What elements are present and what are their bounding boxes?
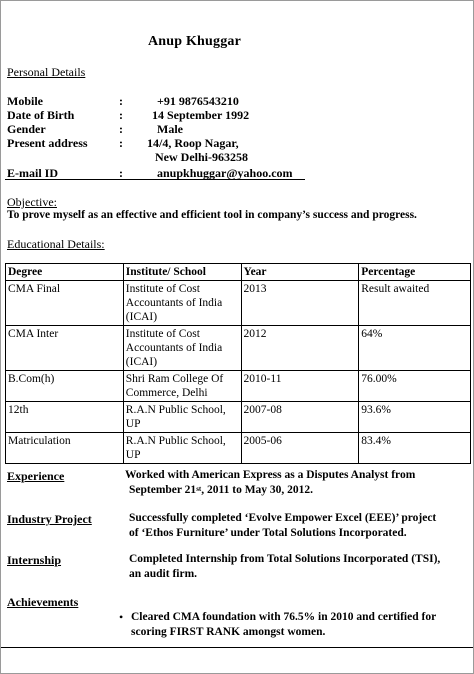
- table-row: [6, 402, 471, 433]
- gender-value: Male: [157, 122, 183, 136]
- colon: :: [119, 166, 123, 180]
- education-table: [5, 263, 471, 464]
- colon: :: [119, 108, 123, 122]
- industry-project-title: Industry Project: [7, 512, 92, 526]
- colon: :: [119, 122, 123, 136]
- experience-line2: [129, 483, 313, 498]
- personal-details-heading: Personal Details: [7, 65, 86, 79]
- achievement-line2: scoring FIRST RANK amongst women.: [131, 626, 326, 638]
- email-value: anupkhuggar@yahoo.com: [157, 166, 293, 180]
- internship-line2: an audit firm.: [129, 568, 198, 580]
- email-label: E-mail ID: [7, 166, 58, 180]
- mobile-label: Mobile: [7, 94, 43, 108]
- degree-cell: CMA Final: [6, 281, 124, 326]
- experience-title: Experience: [7, 469, 65, 483]
- address-line1: 14/4, Roop Nagar,: [147, 136, 239, 150]
- internship-line1: Completed Internship from Total Solutions Incorporated (TSI),: [129, 553, 441, 565]
- industry-project-line1: Successfully completed ‘Evolve Empower Excel (EEE)’ project: [129, 512, 437, 524]
- degree-cell: Matriculation: [6, 433, 124, 464]
- colon: :: [119, 136, 123, 150]
- colon: :: [119, 94, 123, 108]
- table-row: [6, 281, 471, 326]
- column-header: Institute/ School: [123, 264, 241, 281]
- education-heading: Educational Details:: [7, 237, 105, 251]
- experience-date-end: , 2011 to May 30, 2012.: [201, 484, 314, 496]
- percentage-cell: 83.4%: [359, 433, 471, 464]
- bullet-icon: •: [119, 610, 124, 624]
- ordinal-suffix: st: [196, 485, 202, 493]
- percentage-cell: Result awaited: [359, 281, 471, 326]
- year-cell: 2013: [241, 281, 359, 326]
- institute-cell: R.A.N Public School, UP: [123, 433, 241, 464]
- institute-cell: Institute of Cost Accountants of India (ICAI): [123, 326, 241, 371]
- achievements-title: Achievements: [7, 595, 79, 609]
- internship-title: Internship: [7, 553, 62, 567]
- degree-cell: 12th: [6, 402, 124, 433]
- mobile-value: +91 9876543210: [157, 94, 239, 108]
- year-cell: 2005-06: [241, 433, 359, 464]
- year-cell: 2012: [241, 326, 359, 371]
- experience-line1: Worked with American Express as a Disputes Analyst from: [125, 469, 416, 481]
- experience-date-start: September 21: [129, 484, 197, 496]
- dob-label: Date of Birth: [7, 108, 75, 122]
- degree-cell: B.Com(h): [6, 371, 124, 402]
- candidate-name: Anup Khuggar: [148, 34, 242, 49]
- institute-cell: Institute of Cost Accountants of India (ICAI): [123, 281, 241, 326]
- table-row: [6, 326, 471, 371]
- percentage-cell: 76.00%: [359, 371, 471, 402]
- achievement-line1: Cleared CMA foundation with 76.5% in 2010 and certified for: [131, 611, 437, 623]
- table-row: [6, 433, 471, 464]
- year-cell: 2010-11: [241, 371, 359, 402]
- percentage-cell: 93.6%: [359, 402, 471, 433]
- year-cell: 2007-08: [241, 402, 359, 433]
- dob-value: 14 September 1992: [152, 108, 250, 122]
- divider: [5, 179, 305, 180]
- percentage-cell: 64%: [359, 326, 471, 371]
- objective-text: To prove myself as an effective and efficient tool in company’s success and progress.: [7, 209, 417, 221]
- industry-project-line2: of ‘Ethos Furniture’ under Total Solutions Incorporated.: [129, 527, 407, 539]
- institute-cell: R.A.N Public School, UP: [123, 402, 241, 433]
- gender-label: Gender: [7, 122, 46, 136]
- column-header: Degree: [6, 264, 124, 281]
- column-header: Year: [241, 264, 359, 281]
- table-header-row: [6, 264, 471, 281]
- institute-cell: Shri Ram College Of Commerce, Delhi: [123, 371, 241, 402]
- address-line2: New Delhi-963258: [155, 150, 248, 164]
- address-label: Present address: [7, 136, 88, 150]
- column-header: Percentage: [359, 264, 471, 281]
- degree-cell: CMA Inter: [6, 326, 124, 371]
- objective-heading: Objective:: [7, 195, 57, 209]
- bottom-divider: [1, 647, 473, 648]
- table-row: [6, 371, 471, 402]
